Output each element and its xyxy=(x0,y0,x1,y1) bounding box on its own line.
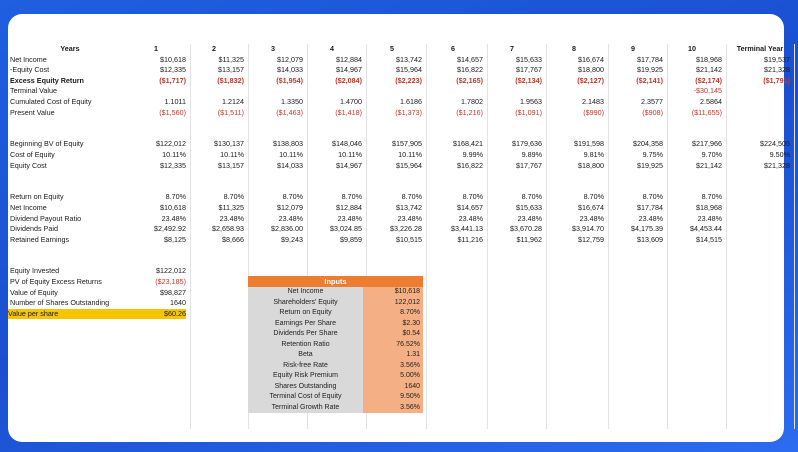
summary-value[interactable]: $122,012 xyxy=(156,266,186,276)
value-cell[interactable]: $4,175.39 xyxy=(631,224,663,234)
value-cell[interactable]: $130,137 xyxy=(214,139,244,149)
value-cell[interactable]: 2.5864 xyxy=(700,96,722,106)
value-cell[interactable]: ($1,511) xyxy=(217,107,244,117)
input-value[interactable]: 3.56% xyxy=(363,361,423,372)
value-cell[interactable]: 1.7802 xyxy=(461,96,483,106)
value-cell[interactable]: ($1,717) xyxy=(159,75,186,85)
value-cell[interactable]: ($1,216) xyxy=(456,107,483,117)
value-cell[interactable]: $13,157 xyxy=(218,65,244,75)
row-label[interactable]: Dividend Payout Ratio xyxy=(10,213,82,223)
input-label: Retention Ratio xyxy=(248,340,363,351)
value-cell[interactable]: $3,670.28 xyxy=(510,224,542,234)
value-cell[interactable] xyxy=(730,192,790,203)
value-cell[interactable] xyxy=(243,86,303,97)
input-value[interactable]: 8.70% xyxy=(363,308,423,319)
value-cell[interactable]: $168,421 xyxy=(453,139,483,149)
value-cell[interactable]: 23.48% xyxy=(697,213,722,223)
value-cell[interactable]: 8.70% xyxy=(462,192,483,202)
column-gridline xyxy=(667,44,668,429)
value-cell[interactable]: ($908) xyxy=(642,107,663,117)
value-cell[interactable]: 1.1011 xyxy=(164,96,186,106)
input-label: Dividends Per Share xyxy=(248,329,363,340)
value-cell[interactable]: $12,884 xyxy=(336,54,362,64)
value-cell[interactable]: $19,537 xyxy=(764,54,790,64)
year-header[interactable]: 8 xyxy=(572,44,576,53)
value-cell[interactable]: ($2,134) xyxy=(515,75,542,85)
input-label: Shares Outstanding xyxy=(248,382,363,393)
summary-label[interactable]: Equity Invested xyxy=(10,266,60,276)
value-cell[interactable] xyxy=(482,86,542,97)
value-cell[interactable]: ($1,091) xyxy=(515,107,542,117)
value-cell[interactable]: 9.81% xyxy=(583,149,604,159)
value-cell[interactable] xyxy=(730,203,790,214)
input-row xyxy=(248,298,423,309)
value-cell[interactable]: $14,033 xyxy=(277,160,303,170)
input-row xyxy=(248,403,423,414)
value-cell[interactable]: 8.70% xyxy=(282,192,303,202)
summary-value[interactable]: 1640 xyxy=(170,298,186,308)
input-value[interactable]: 122,012 xyxy=(363,298,423,309)
value-cell[interactable] xyxy=(730,97,790,108)
value-cell[interactable]: $16,822 xyxy=(457,160,483,170)
input-value[interactable]: 9.50% xyxy=(363,392,423,403)
value-cell[interactable]: 23.48% xyxy=(278,213,303,223)
value-cell[interactable] xyxy=(126,86,186,97)
value-cell[interactable] xyxy=(730,235,790,246)
year-header[interactable]: 6 xyxy=(451,44,455,53)
value-cell[interactable]: $18,968 xyxy=(696,54,722,64)
value-cell[interactable]: $13,742 xyxy=(396,202,422,212)
input-value[interactable]: 1.31 xyxy=(363,350,423,361)
value-cell[interactable] xyxy=(730,108,790,119)
value-cell[interactable]: $10,618 xyxy=(160,54,186,64)
column-gridline xyxy=(546,44,547,429)
value-cell[interactable]: $9,859 xyxy=(340,234,362,244)
value-cell[interactable]: ($1,560) xyxy=(159,107,186,117)
table-row xyxy=(8,150,798,161)
row-label[interactable]: Return on Equity xyxy=(10,192,64,202)
input-label: Return on Equity xyxy=(248,308,363,319)
table-row xyxy=(8,139,798,150)
value-cell[interactable]: $12,759 xyxy=(578,234,604,244)
value-cell[interactable]: $16,822 xyxy=(457,65,483,75)
value-cell[interactable]: 10.11% xyxy=(338,149,362,159)
input-label: Net Income xyxy=(248,287,363,298)
value-cell[interactable]: $19,925 xyxy=(637,65,663,75)
input-value[interactable]: $10,618 xyxy=(363,287,423,298)
value-cell[interactable]: $15,964 xyxy=(396,65,422,75)
value-cell[interactable]: 9.89% xyxy=(521,149,542,159)
value-cell[interactable]: $14,033 xyxy=(277,65,303,75)
value-cell[interactable]: $3,226.28 xyxy=(390,224,422,234)
input-row xyxy=(248,308,423,319)
value-cell[interactable]: 10.11% xyxy=(162,149,186,159)
summary-value[interactable]: ($23,185) xyxy=(155,277,186,287)
year-header[interactable]: 9 xyxy=(631,44,635,53)
summary-label[interactable]: Value of Equity xyxy=(10,287,58,297)
value-cell[interactable]: 1.3350 xyxy=(281,96,303,106)
value-cell[interactable]: $157,905 xyxy=(392,139,422,149)
spacer-row xyxy=(8,256,798,267)
value-cell[interactable]: $17,767 xyxy=(516,65,542,75)
table-row xyxy=(8,214,798,225)
row-label[interactable]: Cumulated Cost of Equity xyxy=(10,96,92,106)
value-cell[interactable]: 9.50% xyxy=(769,149,790,159)
input-row xyxy=(248,329,423,340)
input-value[interactable]: $0.54 xyxy=(363,329,423,340)
value-cell[interactable]: 23.48% xyxy=(458,213,483,223)
year-header[interactable]: Terminal Year xyxy=(736,44,784,53)
value-cell[interactable]: $12,079 xyxy=(277,202,303,212)
input-value[interactable]: 3.56% xyxy=(363,403,423,414)
value-cell[interactable]: $179,636 xyxy=(512,139,542,149)
input-label: Terminal Cost of Equity xyxy=(248,392,363,403)
value-cell[interactable]: $3,024.85 xyxy=(330,224,362,234)
value-cell[interactable] xyxy=(184,86,244,97)
value-cell[interactable]: $4,453.44 xyxy=(690,224,722,234)
input-row xyxy=(248,382,423,393)
value-cell[interactable]: ($1,954) xyxy=(276,75,303,85)
value-cell[interactable]: $18,800 xyxy=(578,65,604,75)
summary-label[interactable]: Value per share xyxy=(8,309,126,320)
value-cell[interactable]: $2,658.93 xyxy=(212,224,244,234)
summary-value[interactable]: $98,827 xyxy=(160,287,186,297)
value-cell[interactable] xyxy=(423,86,483,97)
table-row xyxy=(8,65,798,76)
value-cell[interactable]: $224,505 xyxy=(760,139,790,149)
value-cell[interactable]: ($1,463) xyxy=(276,107,303,117)
value-cell[interactable]: ($1,373) xyxy=(395,107,422,117)
row-label[interactable]: Beginning BV of Equity xyxy=(10,139,84,149)
value-cell[interactable]: 1.4700 xyxy=(340,96,362,106)
inputs-table xyxy=(248,276,423,413)
value-cell[interactable]: $12,335 xyxy=(160,65,186,75)
value-cell[interactable]: $21,142 xyxy=(696,160,722,170)
value-cell[interactable]: $13,609 xyxy=(637,234,663,244)
value-cell[interactable]: ($2,223) xyxy=(395,75,422,85)
value-cell[interactable]: $16,674 xyxy=(578,54,604,64)
value-cell[interactable]: ($2,174) xyxy=(695,75,722,85)
value-cell[interactable] xyxy=(730,86,790,97)
row-label[interactable]: Equity Cost xyxy=(10,160,47,170)
value-cell[interactable]: 8.70% xyxy=(642,192,663,202)
value-cell[interactable]: 2.3577 xyxy=(641,96,663,106)
value-cell[interactable]: 9.99% xyxy=(462,149,483,159)
input-row xyxy=(248,287,423,298)
value-cell[interactable]: $8,125 xyxy=(164,234,186,244)
value-cell[interactable]: 8.70% xyxy=(223,192,244,202)
value-cell[interactable]: $21,328 xyxy=(764,160,790,170)
table-row xyxy=(8,55,798,66)
row-label[interactable]: Terminal Value xyxy=(10,86,58,96)
table-row xyxy=(8,224,798,235)
table-row xyxy=(8,235,798,246)
column-gridline xyxy=(608,44,609,429)
value-cell[interactable]: 23.48% xyxy=(337,213,362,223)
value-cell[interactable] xyxy=(603,86,663,97)
value-cell[interactable]: $13,157 xyxy=(218,160,244,170)
value-cell[interactable]: $14,657 xyxy=(457,202,483,212)
value-cell[interactable]: $11,216 xyxy=(457,234,483,244)
value-cell[interactable] xyxy=(362,86,422,97)
value-cell[interactable]: $15,633 xyxy=(516,54,542,64)
value-cell[interactable]: 2.1483 xyxy=(582,96,604,106)
input-row xyxy=(248,392,423,403)
input-label: Earnings Per Share xyxy=(248,319,363,330)
value-cell[interactable]: 10.11% xyxy=(220,149,244,159)
value-cell[interactable]: $18,968 xyxy=(696,202,722,212)
value-cell[interactable]: 23.48% xyxy=(638,213,663,223)
spacer-row xyxy=(8,171,798,182)
column-gridline xyxy=(794,44,795,429)
summary-value[interactable]: $60.26 xyxy=(126,309,186,320)
spreadsheet-card xyxy=(8,14,790,442)
value-cell[interactable]: $15,633 xyxy=(516,202,542,212)
input-row xyxy=(248,340,423,351)
value-cell[interactable]: $148,046 xyxy=(332,139,362,149)
years-header[interactable]: Years xyxy=(60,44,80,53)
input-row xyxy=(248,361,423,372)
spacer-row xyxy=(8,245,798,256)
row-label[interactable]: Net Income xyxy=(10,202,47,212)
value-cell[interactable]: 8.70% xyxy=(401,192,422,202)
input-label: Shareholders' Equity xyxy=(248,298,363,309)
value-cell[interactable] xyxy=(730,214,790,225)
value-cell[interactable]: $14,515 xyxy=(696,234,722,244)
year-header[interactable]: 10 xyxy=(688,44,696,53)
value-cell[interactable]: 23.48% xyxy=(397,213,422,223)
input-label: Terminal Growth Rate xyxy=(248,403,363,414)
row-label[interactable]: Dividends Paid xyxy=(10,224,58,234)
value-cell[interactable]: $12,079 xyxy=(277,54,303,64)
value-cell[interactable]: ($2,141) xyxy=(636,75,663,85)
table-row xyxy=(8,86,798,97)
value-cell[interactable]: $122,012 xyxy=(156,139,186,149)
spacer-row xyxy=(8,118,798,129)
row-label[interactable]: -Equity Cost xyxy=(10,65,50,75)
value-cell[interactable]: 10.11% xyxy=(279,149,303,159)
value-cell[interactable]: 8.70% xyxy=(521,192,542,202)
value-cell[interactable]: $21,328 xyxy=(764,65,790,75)
value-cell[interactable]: ($990) xyxy=(583,107,604,117)
row-label[interactable]: Net Income xyxy=(10,54,47,64)
value-cell[interactable]: $16,674 xyxy=(578,202,604,212)
value-cell[interactable]: 1.2124 xyxy=(222,96,244,106)
table-row xyxy=(8,192,798,203)
value-cell[interactable]: $19,925 xyxy=(637,160,663,170)
column-gridline xyxy=(487,44,488,429)
value-cell[interactable]: 1.9563 xyxy=(520,96,542,106)
value-cell[interactable]: $11,325 xyxy=(218,54,244,64)
value-cell[interactable]: 8.70% xyxy=(583,192,604,202)
value-cell[interactable]: ($1,832) xyxy=(217,75,244,85)
value-cell[interactable]: $12,335 xyxy=(160,160,186,170)
value-cell[interactable]: $204,358 xyxy=(633,139,663,149)
value-cell[interactable] xyxy=(544,86,604,97)
input-value[interactable]: 1640 xyxy=(363,382,423,393)
value-cell[interactable]: 9.70% xyxy=(701,149,722,159)
inputs-title: Inputs xyxy=(248,276,423,287)
input-row xyxy=(248,350,423,361)
table-row xyxy=(8,76,798,87)
input-label: Risk-free Rate xyxy=(248,361,363,372)
year-header[interactable]: 2 xyxy=(212,44,216,53)
value-cell[interactable]: ($2,084) xyxy=(335,75,362,85)
value-cell[interactable]: $9,243 xyxy=(281,234,303,244)
value-cell[interactable]: 8.70% xyxy=(341,192,362,202)
input-label: Equity Risk Premium xyxy=(248,371,363,382)
year-header[interactable]: 3 xyxy=(271,44,275,53)
value-cell[interactable]: 23.48% xyxy=(219,213,244,223)
value-cell[interactable]: $10,618 xyxy=(160,202,186,212)
value-cell[interactable]: ($1,791) xyxy=(763,75,790,85)
value-cell[interactable]: $14,657 xyxy=(457,54,483,64)
year-header[interactable]: 1 xyxy=(154,44,158,53)
value-cell[interactable]: -$30,145 xyxy=(693,86,722,96)
value-cell[interactable]: $12,884 xyxy=(336,202,362,212)
summary-label[interactable]: PV of Equity Excess Returns xyxy=(10,277,102,287)
value-cell[interactable] xyxy=(302,86,362,97)
row-label[interactable]: Cost of Equity xyxy=(10,149,55,159)
value-cell[interactable]: 9.75% xyxy=(642,149,663,159)
summary-label[interactable]: Number of Shares Outstanding xyxy=(10,298,110,308)
row-label[interactable]: Excess Equity Return xyxy=(10,75,84,85)
value-cell[interactable]: $3,441.13 xyxy=(451,224,483,234)
year-header[interactable]: 5 xyxy=(390,44,394,53)
value-cell[interactable]: $21,142 xyxy=(696,65,722,75)
table-row xyxy=(8,161,798,172)
table-row xyxy=(8,97,798,108)
value-cell[interactable]: $14,967 xyxy=(336,160,362,170)
value-cell[interactable]: $2,836.00 xyxy=(271,224,303,234)
value-cell[interactable]: $2,492.92 xyxy=(154,224,186,234)
value-cell[interactable]: ($2,127) xyxy=(577,75,604,85)
value-cell[interactable]: 10.11% xyxy=(398,149,422,159)
input-row xyxy=(248,319,423,330)
value-cell[interactable]: ($2,165) xyxy=(456,75,483,85)
input-value[interactable]: 5.00% xyxy=(363,371,423,382)
value-cell[interactable]: $17,784 xyxy=(637,202,663,212)
value-cell[interactable]: 23.48% xyxy=(161,213,186,223)
header-row xyxy=(8,44,798,55)
value-cell[interactable]: $13,742 xyxy=(396,54,422,64)
column-gridline xyxy=(190,44,191,429)
input-value[interactable]: $2.30 xyxy=(363,319,423,330)
input-value[interactable]: 76.52% xyxy=(363,340,423,351)
value-cell[interactable]: $138,803 xyxy=(273,139,303,149)
value-cell[interactable]: $10,515 xyxy=(396,234,422,244)
value-cell[interactable]: 23.48% xyxy=(579,213,604,223)
row-label[interactable]: Retained Earnings xyxy=(10,234,70,244)
value-cell[interactable]: 23.48% xyxy=(517,213,542,223)
year-header[interactable]: 4 xyxy=(330,44,334,53)
input-label: Beta xyxy=(248,350,363,361)
value-cell[interactable]: $17,784 xyxy=(637,54,663,64)
value-cell[interactable]: 8.70% xyxy=(701,192,722,202)
input-row xyxy=(248,371,423,382)
column-gridline xyxy=(426,44,427,429)
spacer-row xyxy=(8,182,798,193)
value-cell[interactable]: $11,962 xyxy=(516,234,542,244)
value-cell[interactable]: $8,666 xyxy=(222,234,244,244)
value-cell[interactable]: 1.6186 xyxy=(400,96,422,106)
value-cell[interactable]: $217,966 xyxy=(692,139,722,149)
value-cell[interactable]: $14,967 xyxy=(336,65,362,75)
table-row xyxy=(8,108,798,119)
value-cell[interactable] xyxy=(730,224,790,235)
value-cell[interactable]: 8.70% xyxy=(165,192,186,202)
spacer-row xyxy=(8,129,798,140)
value-cell[interactable]: $17,767 xyxy=(516,160,542,170)
value-cell[interactable]: ($1,418) xyxy=(335,107,362,117)
value-cell[interactable]: $191,598 xyxy=(574,139,604,149)
table-row xyxy=(8,203,798,214)
value-cell[interactable]: $3,914.70 xyxy=(572,224,604,234)
value-cell[interactable]: $11,325 xyxy=(218,202,244,212)
column-gridline xyxy=(726,44,727,429)
value-cell[interactable]: ($11,655) xyxy=(691,107,722,117)
year-header[interactable]: 7 xyxy=(510,44,514,53)
value-cell[interactable]: $15,964 xyxy=(396,160,422,170)
value-cell[interactable]: $18,800 xyxy=(578,160,604,170)
row-label[interactable]: Present Value xyxy=(10,107,55,117)
